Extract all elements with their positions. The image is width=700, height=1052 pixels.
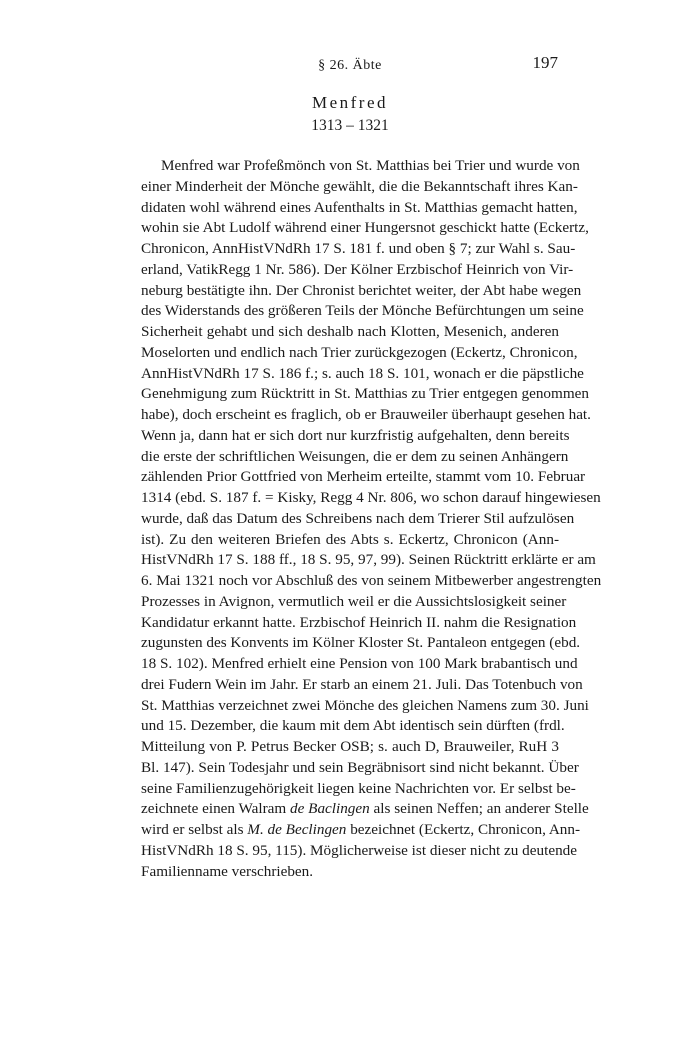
text-line: Chronicon, AnnHistVNdRh 17 S. 181 f. und oben § 7; zur Wahl s. Sau- [141,240,576,257]
text-line: St. Matthias verzeichnet zwei Mönche des gleichen Namens zum 30. Juni [141,696,589,714]
text-line: zugunsten des Konvents im Kölner Kloster St. Pantaleon entgegen (ebd. [141,634,581,652]
section-header: § 26. Äbte [318,58,382,73]
text-line: HistVNdRh 17 S. 188 ff., 18 S. 95, 97, 99). Seinen Rücktritt erklärte er am [141,551,596,569]
text-line: wird er selbst als M. de Beclingen bezeichnet (Eckertz, Chronicon, Ann- [141,821,581,838]
text-line: Genehmigung zum Rücktritt in St. Matthias zu Trier entgegen genommen [141,385,589,403]
entry-dates: 1313 – 1321 [311,117,389,134]
entry-title: Menfred [311,93,389,112]
text-line: ist). Zu den weiteren Briefen des Abts s. Eckertz, Chronicon (Ann- [141,530,559,548]
text-line: Kandidatur erkannt hatte. Erzbischof Heinrich II. nahm die Resignation [141,613,577,631]
text-line: Sicherheit gehabt und sich deshalb nach Klotten, Mesenich, anderen [141,323,559,340]
text-line: Prozesses in Avignon, vermutlich weil er die Aussichtslosigkeit seiner [141,592,567,610]
text-line: zeichnete einen Walram de Baclingen als seinen Neffen; an anderer Stelle [141,800,589,818]
text-line: AnnHistVNdRh 17 S. 186 f.; s. auch 18 S. 101, wonach er die päpstliche [141,364,584,382]
text-line: neburg bestätigte ihn. Der Chronist berichtet weiter, der Abt habe wegen [141,281,582,299]
text-line: habe), doch erscheint es fraglich, ob er Brauweiler überhaupt gesehen hat. [141,406,591,423]
text-line: Menfred war Profeßmönch von St. Matthias bei Trier und wurde von [161,157,580,174]
text-line: Familienname verschrieben. [141,862,314,880]
text-line: und 15. Dezember, die kaum mit dem Abt identisch sein dürften (frdl. [141,717,565,735]
text-line: wurde, daß das Datum des Schreibens nach dem Trierer Stil aufzulösen [141,509,575,527]
text-line: HistVNdRh 18 S. 95, 115). Möglicherweise ist dieser nicht zu deutende [141,841,578,859]
text-line: wohin sie Abt Ludolf während einer Hungersnot geschickt hatte (Eckertz, [141,219,589,237]
text-line: zählenden Prior Gottfried von Merheim erteilte, stammt vom 10. Februar [141,468,586,486]
text-line: drei Fudern Wein im Jahr. Er starb an einem 21. Juli. Das Totenbuch von [141,675,583,693]
text-line: Bl. 147). Sein Todesjahr und sein Begräbnisort sind nicht bekannt. Über [141,758,579,776]
text-line: seine Familienzugehörigkeit liegen keine Nachrichten vor. Er selbst be- [141,779,576,797]
text-line: Mitteilung von P. Petrus Becker OSB; s. auch D, Brauweiler, RuH 3 [141,738,559,755]
text-line: die erste der schriftlichen Weisungen, die er dem zu seinen Anhängern [141,447,569,465]
page-number: 197 [532,53,558,72]
text-line: einer Minderheit der Mönche gewählt, die die Bekanntschaft ihres Kan- [141,177,578,195]
text-line: Moselorten und endlich nach Trier zurückgezogen (Eckertz, Chronicon, [141,343,578,361]
text-line: 6. Mai 1321 noch vor Abschluß des von seinem Mitbewerber angestrengten [141,572,602,589]
text-line: didaten wohl während eines Aufenthalts in St. Matthias gemacht hatten, [141,198,578,216]
text-line: des Widerstands des größeren Teils der Mönche Befürchtungen um seine [141,302,584,320]
text-line: 18 S. 102). Menfred erhielt eine Pension von 100 Mark brabantisch und [141,655,578,672]
body-paragraph [141,156,602,882]
text-line: 1314 (ebd. S. 187 f. = Kisky, Regg 4 Nr. 806, wo schon darauf hingewiesen [141,489,601,506]
text-line: erland, VatikRegg 1 Nr. 586). Der Kölner Erzbischof Heinrich von Vir- [141,260,574,278]
text-line: Wenn ja, dann hat er sich dort nur kurzfristig aufgehalten, denn bereits [141,426,570,444]
